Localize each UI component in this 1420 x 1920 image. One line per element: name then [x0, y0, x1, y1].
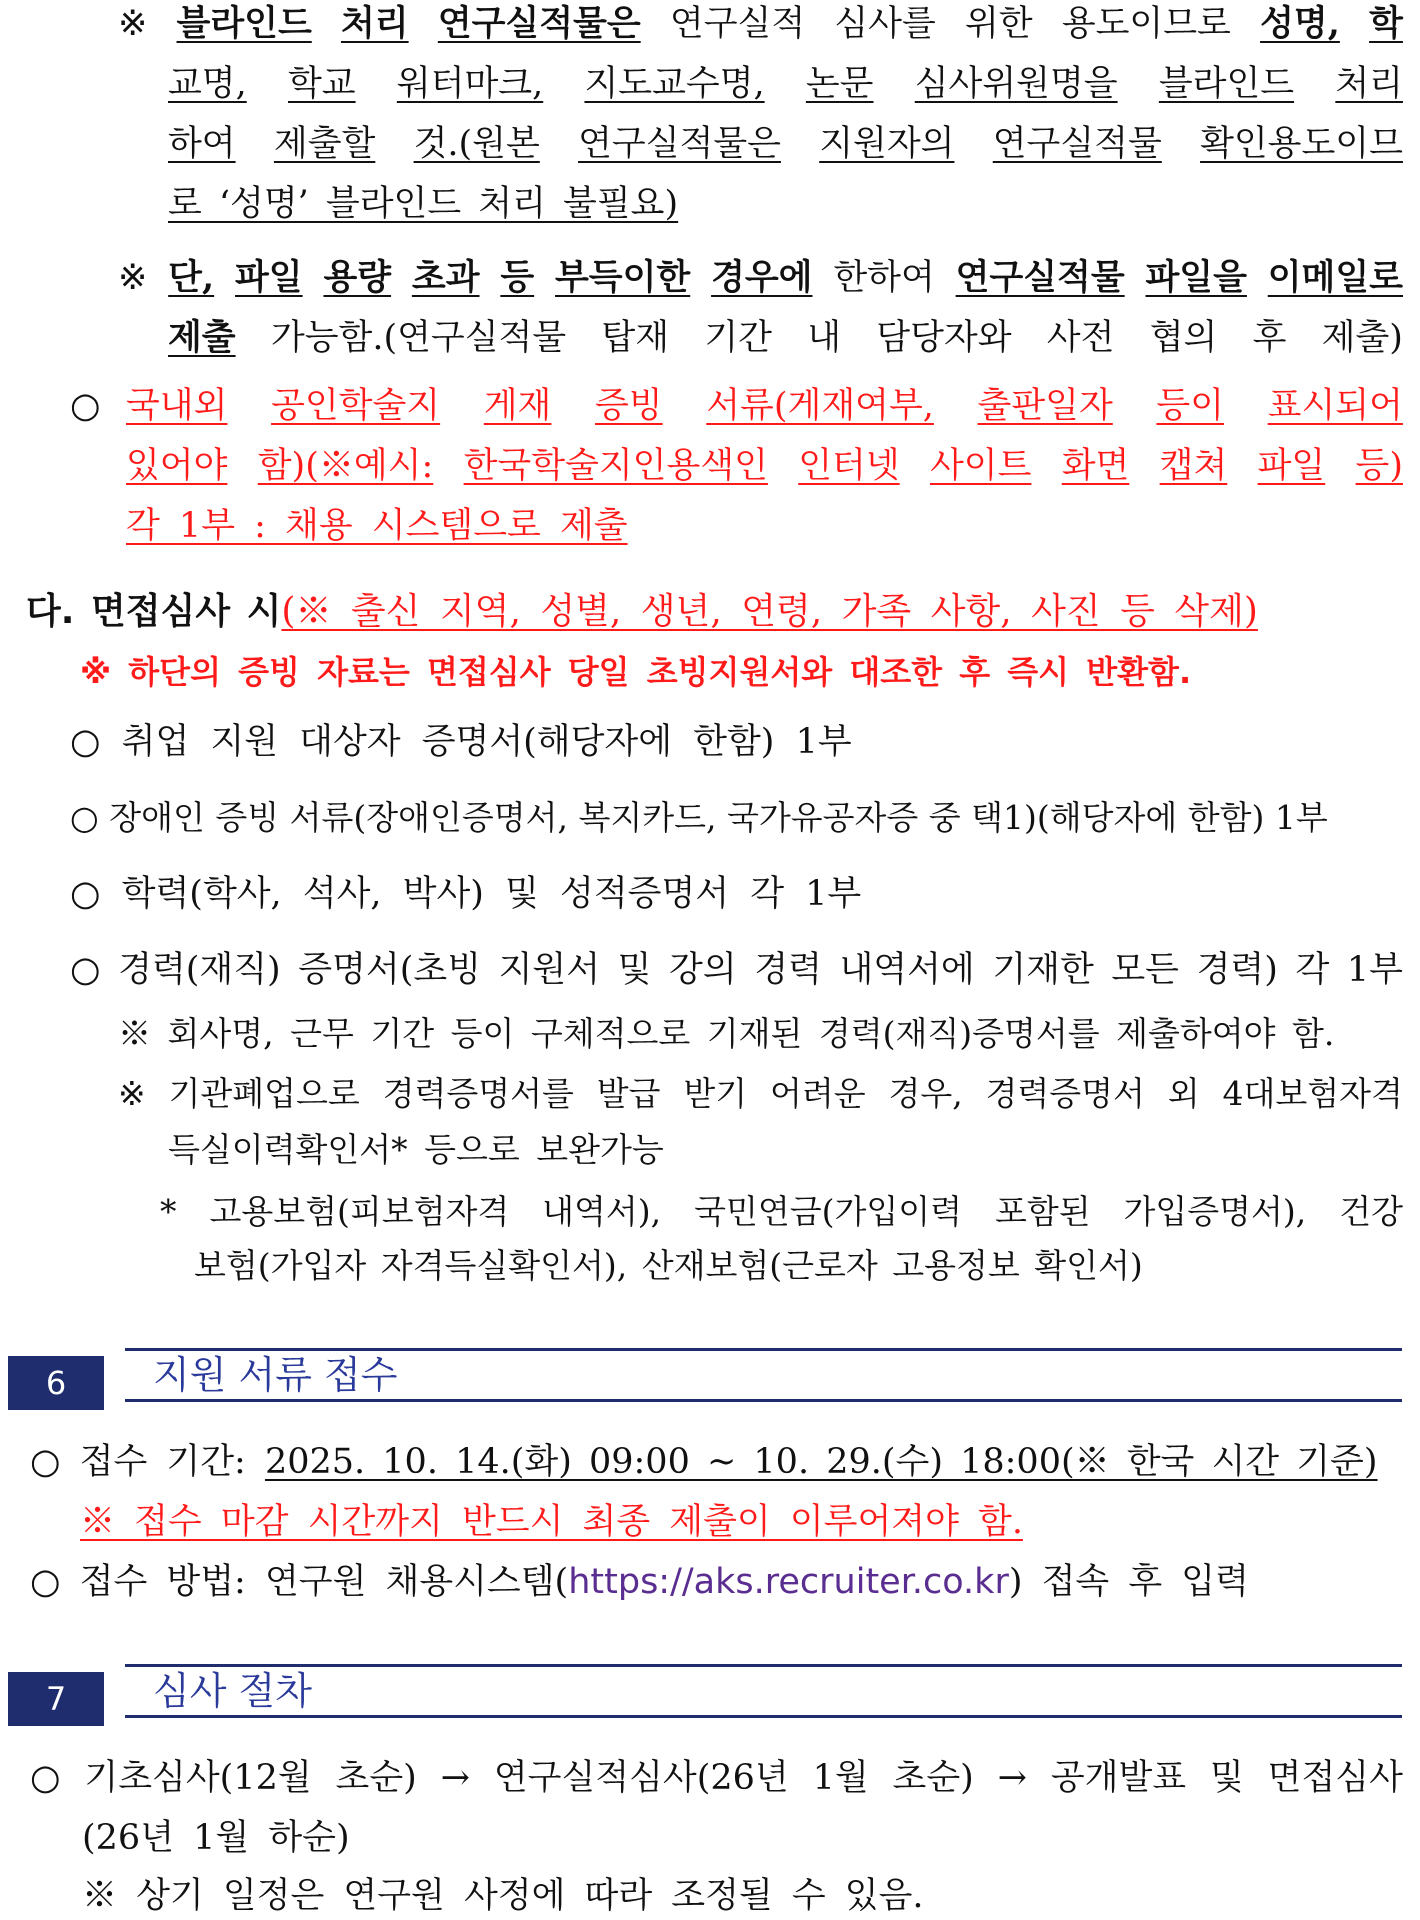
journal-bullet: ○ [70, 386, 101, 426]
section-6-number: 6 [8, 1356, 104, 1410]
career-footnote-line1: * 고용보험(피보험자격 내역서), 국민연금(가입이력 포함된 가입증명서), 건강 [160, 1192, 1403, 1231]
receipt-deadline-note: ※ 접수 마감 시간까지 반드시 최종 제출이 이루어져야 함. [80, 1502, 1023, 1542]
career-footnote-line2: 보험(가입자 자격득실확인서), 산재보험(근로자 고용정보 확인서) [194, 1246, 1143, 1285]
recruit-system-link[interactable]: https://aks.recruiter.co.kr [568, 1562, 1009, 1602]
career-note-closure-line1: ※ 기관폐업으로 경력증명서를 발급 받기 어려운 경우, 경력증명서 외 4대보험자격 [118, 1074, 1403, 1113]
section-6-title: 지원 서류 접수 [153, 1353, 398, 1397]
blind-note-line4: 로 ‘성명’ 블라인드 처리 불필요) [168, 184, 679, 224]
email-note-line1: ※ 단, 파일 용량 초과 등 부득이한 경우에 한하여 연구실적물 파일을 이메일로 [118, 257, 1403, 298]
interview-item-career: ○ 경력(재직) 증명서(초빙 지원서 및 강의 경력 내역서에 기재한 모든 경력) 각 1부 [70, 950, 1403, 990]
blind-note-line2: 교명, 학교 워터마크, 지도교수명, 논문 심사위원명을 블라인드 처리 [168, 64, 1403, 104]
receipt-period: ○ 접수 기간: 2025. 10. 14.(화) 09:00 ~ 10. 29.(수) 18:00(※ 한국 시간 기준) [30, 1442, 1378, 1482]
section-6-title-bar [125, 1348, 1402, 1402]
section-7-number: 7 [8, 1672, 104, 1726]
career-note-closure-line2: 득실이력확인서* 등으로 보완가능 [168, 1130, 664, 1169]
interview-return-note: ※ 하단의 증빙 자료는 면접심사 당일 초빙지원서와 대조한 후 즉시 반환함. [80, 653, 1192, 691]
review-procedure-line1: ○ 기초심사(12월 초순) → 연구실적심사(26년 1월 초순) → 공개발표 및 면접심사 [30, 1758, 1403, 1798]
interview-item-disability: ○ 장애인 증빙 서류(장애인증명서, 복지카드, 국가유공자증 중 택1)(해당자에 한함) 1부 [70, 798, 1328, 837]
interview-item-employment-support: ○ 취업 지원 대상자 증명서(해당자에 한함) 1부 [70, 722, 852, 762]
journal-line2: 있어야 함)(※예시: 한국학술지인용색인 인터넷 사이트 화면 캡쳐 파일 등) [126, 446, 1403, 486]
review-schedule-note: ※ 상기 일정은 연구원 사정에 따라 조정될 수 있음. [82, 1876, 924, 1916]
review-procedure-line2: (26년 1월 하순) [82, 1818, 350, 1858]
section-7-title-bar [125, 1664, 1402, 1718]
receipt-method: ○ 접수 방법: 연구원 채용시스템(https://aks.recruiter.co.kr) 접속 후 입력 [30, 1562, 1249, 1602]
blind-note-line1: ※ 블라인드 처리 연구실적물은 연구실적 심사를 위한 용도이므로 성명, 학 [118, 3, 1403, 44]
career-note-company: ※ 회사명, 근무 기간 등이 구체적으로 기재된 경력(재직)증명서를 제출하여야 함. [118, 1014, 1335, 1053]
section-7-title: 심사 절차 [153, 1669, 312, 1713]
blind-note-line3: 하여 제출할 것.(원본 연구실적물은 지원자의 연구실적물 확인용도이므 [168, 124, 1403, 164]
email-note-line2: 제출 가능함.(연구실적물 탑재 기간 내 담당자와 사전 협의 후 제출) [168, 317, 1403, 358]
journal-line3: 각 1부 : 채용 시스템으로 제출 [126, 506, 628, 546]
journal-line1: 국내외 공인학술지 게재 증빙 서류(게재여부, 출판일자 등이 표시되어 [126, 386, 1403, 426]
interview-item-education: ○ 학력(학사, 석사, 박사) 및 성적증명서 각 1부 [70, 874, 862, 914]
interview-heading: 다. 면접심사 시(※ 출신 지역, 성별, 생년, 연령, 가족 사항, 사진 등 삭제) [26, 591, 1258, 632]
